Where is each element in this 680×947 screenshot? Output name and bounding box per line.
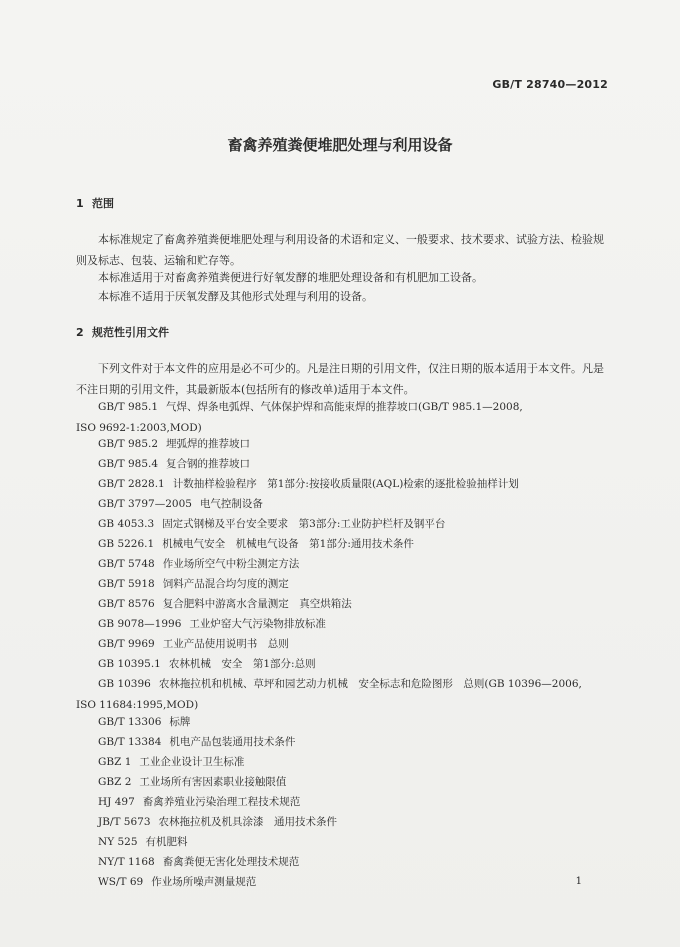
reference-code: HJ 497	[98, 796, 135, 808]
reference-item	[76, 712, 604, 733]
reference-item	[76, 594, 604, 615]
reference-item	[76, 852, 604, 873]
reference-code: GB/T 985.1	[98, 401, 159, 413]
reference-item	[76, 872, 604, 893]
reference-code: GB/T 3797—2005	[98, 498, 192, 510]
reference-text: 畜禽粪便无害化处理技术规范	[162, 856, 300, 868]
reference-item	[76, 397, 604, 439]
reference-item	[76, 474, 604, 495]
reference-code: GB/T 13306	[98, 716, 162, 728]
reference-code: GB 5226.1	[98, 538, 155, 550]
section-1-paragraph-1: 本标准规定了畜禽养殖粪便堆肥处理与利用设备的术语和定义、一般要求、技术要求、试验方法、检验规则及标志、包装、运输和贮存等。	[76, 233, 604, 267]
reference-code: GB 4053.3	[98, 518, 155, 530]
reference-item	[76, 674, 604, 716]
reference-text: 机械电气安全 机械电气设备 第1部分:通用技术条件	[162, 538, 414, 550]
reference-text: 埋弧焊的推荐坡口	[166, 438, 251, 450]
section-1-title: 范围	[92, 197, 114, 210]
reference-code: GB/T 13384	[98, 736, 162, 748]
reference-text: 农林拖拉机和机械、草坪和园艺动力机械 安全标志和危险图形 总则(GB 10396—2006,	[158, 678, 582, 690]
section-1-heading	[76, 195, 114, 211]
reference-code: GBZ 2	[98, 776, 132, 788]
reference-text: 工业炉窑大气污染物排放标准	[189, 618, 326, 630]
reference-text: 畜禽养殖业污染治理工程技术规范	[142, 796, 301, 808]
reference-code: GB/T 8576	[98, 598, 155, 610]
reference-item	[76, 832, 604, 853]
reference-code: GB/T 985.2	[98, 438, 159, 450]
section-2-title: 规范性引用文件	[92, 326, 169, 339]
reference-item	[76, 574, 604, 595]
reference-item	[76, 454, 604, 475]
reference-code: GB/T 5918	[98, 578, 155, 590]
reference-item	[76, 614, 604, 635]
reference-item	[76, 514, 604, 535]
reference-code: GB/T 2828.1	[98, 478, 165, 490]
reference-text: 复合肥料中游离水含量测定 真空烘箱法	[162, 598, 352, 610]
reference-text: 复合钢的推荐坡口	[166, 458, 251, 470]
reference-text-continued: ISO 11684:1995,MOD)	[76, 699, 199, 711]
reference-item	[76, 434, 604, 455]
reference-text: 农林机械 安全 第1部分:总则	[168, 658, 316, 670]
document-title: 畜禽养殖粪便堆肥处理与利用设备	[227, 136, 453, 154]
reference-text: 计数抽样检验程序 第1部分:按接收质量限(AQL)检索的逐批检验抽样计划	[172, 478, 519, 490]
reference-item	[76, 732, 604, 753]
reference-item	[76, 772, 604, 793]
section-2-heading	[76, 324, 169, 340]
reference-text: 标牌	[169, 716, 191, 728]
reference-code: GB/T 985.4	[98, 458, 159, 470]
section-2-intro: 下列文件对于本文件的应用是必不可少的。凡是注日期的引用文件，仅注日期的版本适用于本文件。凡是不注日期的引用文件，其最新版本(包括所有的修改单)适用于本文件。	[76, 362, 604, 396]
reference-text: 气焊、焊条电弧焊、气体保护焊和高能束焊的推荐坡口(GB/T 985.1—2008,	[166, 401, 523, 413]
reference-code: GBZ 1	[98, 756, 132, 768]
page-number: 1	[575, 876, 582, 887]
reference-code: NY 525	[98, 836, 138, 848]
reference-text: 工业企业设计卫生标准	[139, 756, 245, 768]
reference-code: JB/T 5673	[98, 816, 151, 828]
reference-text: 饲料产品混合均匀度的测定	[162, 578, 289, 590]
reference-code: WS/T 69	[98, 876, 144, 888]
reference-code: GB/T 9969	[98, 638, 155, 650]
reference-text: 作业场所噪声测量规范	[151, 876, 257, 888]
reference-code: GB 10396	[98, 678, 151, 690]
reference-item	[76, 554, 604, 575]
section-1-number: 1	[76, 197, 84, 210]
reference-item	[76, 792, 604, 813]
reference-text: 有机肥料	[145, 836, 188, 848]
section-1-paragraph-2: 本标准适用于对畜禽养殖粪便进行好氧发酵的堆肥处理设备和有机肥加工设备。	[98, 271, 483, 284]
reference-item	[76, 654, 604, 675]
reference-text: 固定式钢梯及平台安全要求 第3部分:工业防护栏杆及钢平台	[162, 518, 446, 530]
reference-code: NY/T 1168	[98, 856, 155, 868]
reference-text: 电气控制设备	[199, 498, 263, 510]
section-1-paragraph-3: 本标准不适用于厌氧发酵及其他形式处理与利用的设备。	[98, 290, 373, 303]
reference-item	[76, 534, 604, 555]
reference-item	[76, 812, 604, 833]
reference-item	[76, 752, 604, 773]
reference-text: 工业场所有害因素职业接触限值	[139, 776, 287, 788]
standard-code: GB/T 28740—2012	[492, 78, 608, 91]
reference-code: GB 9078—1996	[98, 618, 182, 630]
reference-text: 机电产品包装通用技术条件	[169, 736, 296, 748]
reference-text: 农林拖拉机及机具涂漆 通用技术条件	[158, 816, 338, 828]
reference-item	[76, 494, 604, 515]
reference-text-continued: ISO 9692-1:2003,MOD)	[76, 422, 202, 434]
section-2-number: 2	[76, 326, 84, 339]
reference-code: GB 10395.1	[98, 658, 161, 670]
reference-text: 作业场所空气中粉尘测定方法	[162, 558, 300, 570]
reference-code: GB/T 5748	[98, 558, 155, 570]
reference-item	[76, 634, 604, 655]
reference-text: 工业产品使用说明书 总则	[162, 638, 289, 650]
